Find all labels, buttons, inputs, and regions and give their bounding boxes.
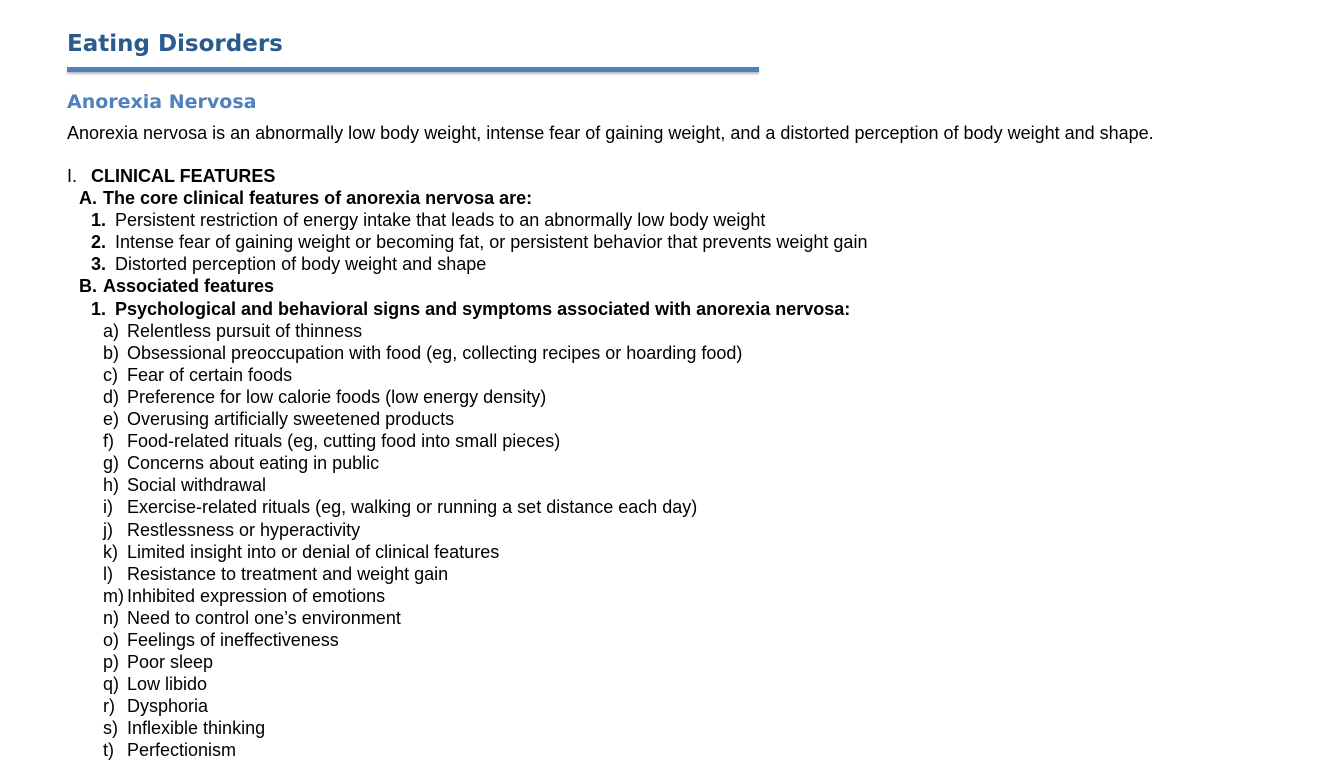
outline-marker: I. [67, 166, 78, 186]
item-text: Feelings of ineffectiveness [127, 629, 339, 650]
outline-marker: 1. [91, 298, 107, 319]
item-text: Preference for low calorie foods (low energy density) [127, 386, 547, 407]
item-marker: s) [103, 718, 118, 739]
intro-paragraph: Anorexia nervosa is an abnormally low body weight, intense fear of gaining weight, and a distorted perception of body weight and shape. [67, 123, 1154, 143]
item-text: Poor sleep [127, 652, 214, 673]
item-marker: 1. [91, 210, 107, 231]
item-marker: 2. [91, 232, 107, 253]
list-item [0, 253, 1334, 275]
item-text: Inhibited expression of emotions [127, 585, 386, 606]
list-item [0, 342, 1334, 364]
list-item [0, 364, 1334, 386]
outline-sub-b [0, 275, 1334, 297]
outline-heading: Associated features [103, 276, 275, 297]
item-text: Limited insight into or denial of clinical features [127, 541, 500, 562]
item-marker: g) [103, 453, 120, 474]
item-marker: e) [103, 409, 120, 430]
item-marker: p) [103, 652, 120, 673]
item-marker: h) [103, 475, 120, 496]
list-item [0, 717, 1334, 739]
item-text: Exercise-related rituals (eg, walking or running a set distance each day) [127, 497, 698, 518]
title-underline [67, 67, 759, 72]
list-item [0, 739, 1334, 761]
item-marker: d) [103, 386, 120, 407]
item-text: Social withdrawal [127, 475, 267, 496]
list-item [0, 629, 1334, 651]
list-item [0, 673, 1334, 695]
item-marker: i) [103, 497, 113, 518]
list-item [0, 209, 1334, 231]
list-item [0, 408, 1334, 430]
outline-marker: A. [79, 188, 97, 209]
item-text: Concerns about eating in public [127, 453, 380, 474]
outline-heading: CLINICAL FEATURES [91, 166, 276, 186]
item-marker: n) [103, 607, 120, 628]
item-marker: t) [103, 740, 114, 761]
item-marker: f) [103, 431, 114, 452]
item-text: Low libido [127, 674, 208, 695]
list-item [0, 496, 1334, 518]
list-item [0, 585, 1334, 607]
item-text: Need to control one’s environment [127, 607, 401, 628]
list-item [0, 541, 1334, 563]
item-text: Persistent restriction of energy intake that leads to an abnormally low body weight [115, 210, 766, 231]
item-marker: l) [103, 563, 113, 584]
item-text: Intense fear of gaining weight or becoming fat, or persistent behavior that prevents weight gain [115, 232, 868, 253]
outline-marker: B. [79, 276, 97, 297]
item-text: Restlessness or hyperactivity [127, 519, 361, 540]
item-marker: c) [103, 364, 118, 385]
item-text: Perfectionism [127, 740, 237, 761]
document-title: Eating Disorders [67, 31, 283, 57]
list-item [0, 231, 1334, 253]
item-marker: b) [103, 342, 120, 363]
item-marker: j) [103, 519, 113, 540]
list-item [0, 474, 1334, 496]
list-item [0, 320, 1334, 342]
item-text: Fear of certain foods [127, 364, 293, 385]
list-item [0, 563, 1334, 585]
list-item [0, 430, 1334, 452]
outline-heading: The core clinical features of anorexia nervosa are: [103, 188, 533, 209]
item-marker: o) [103, 629, 120, 650]
item-marker: q) [103, 674, 120, 695]
item-marker: m) [103, 585, 124, 606]
outline-list [0, 165, 1334, 762]
item-marker: k) [103, 541, 118, 562]
item-text: Resistance to treatment and weight gain [127, 563, 449, 584]
list-item [0, 519, 1334, 541]
outline-sub-a [0, 187, 1334, 209]
list-item [0, 651, 1334, 673]
outline-section-i [0, 165, 1334, 187]
item-text: Overusing artificially sweetened products [127, 409, 455, 430]
list-item [0, 386, 1334, 408]
item-text: Food-related rituals (eg, cutting food into small pieces) [127, 431, 561, 452]
item-text: Obsessional preoccupation with food (eg, collecting recipes or hoarding food) [127, 342, 743, 363]
item-text: Dysphoria [127, 696, 209, 717]
item-text: Distorted perception of body weight and shape [115, 254, 487, 275]
item-marker: r) [103, 696, 115, 717]
section-heading: Anorexia Nervosa [67, 91, 257, 113]
item-marker: a) [103, 320, 120, 341]
item-text: Relentless pursuit of thinness [127, 320, 363, 341]
item-text: Inflexible thinking [127, 718, 266, 739]
item-marker: 3. [91, 254, 107, 275]
outline-sub-b-1 [0, 298, 1334, 320]
list-item [0, 607, 1334, 629]
list-item [0, 452, 1334, 474]
list-item [0, 695, 1334, 717]
outline-heading: Psychological and behavioral signs and symptoms associated with anorexia nervosa: [115, 298, 851, 319]
